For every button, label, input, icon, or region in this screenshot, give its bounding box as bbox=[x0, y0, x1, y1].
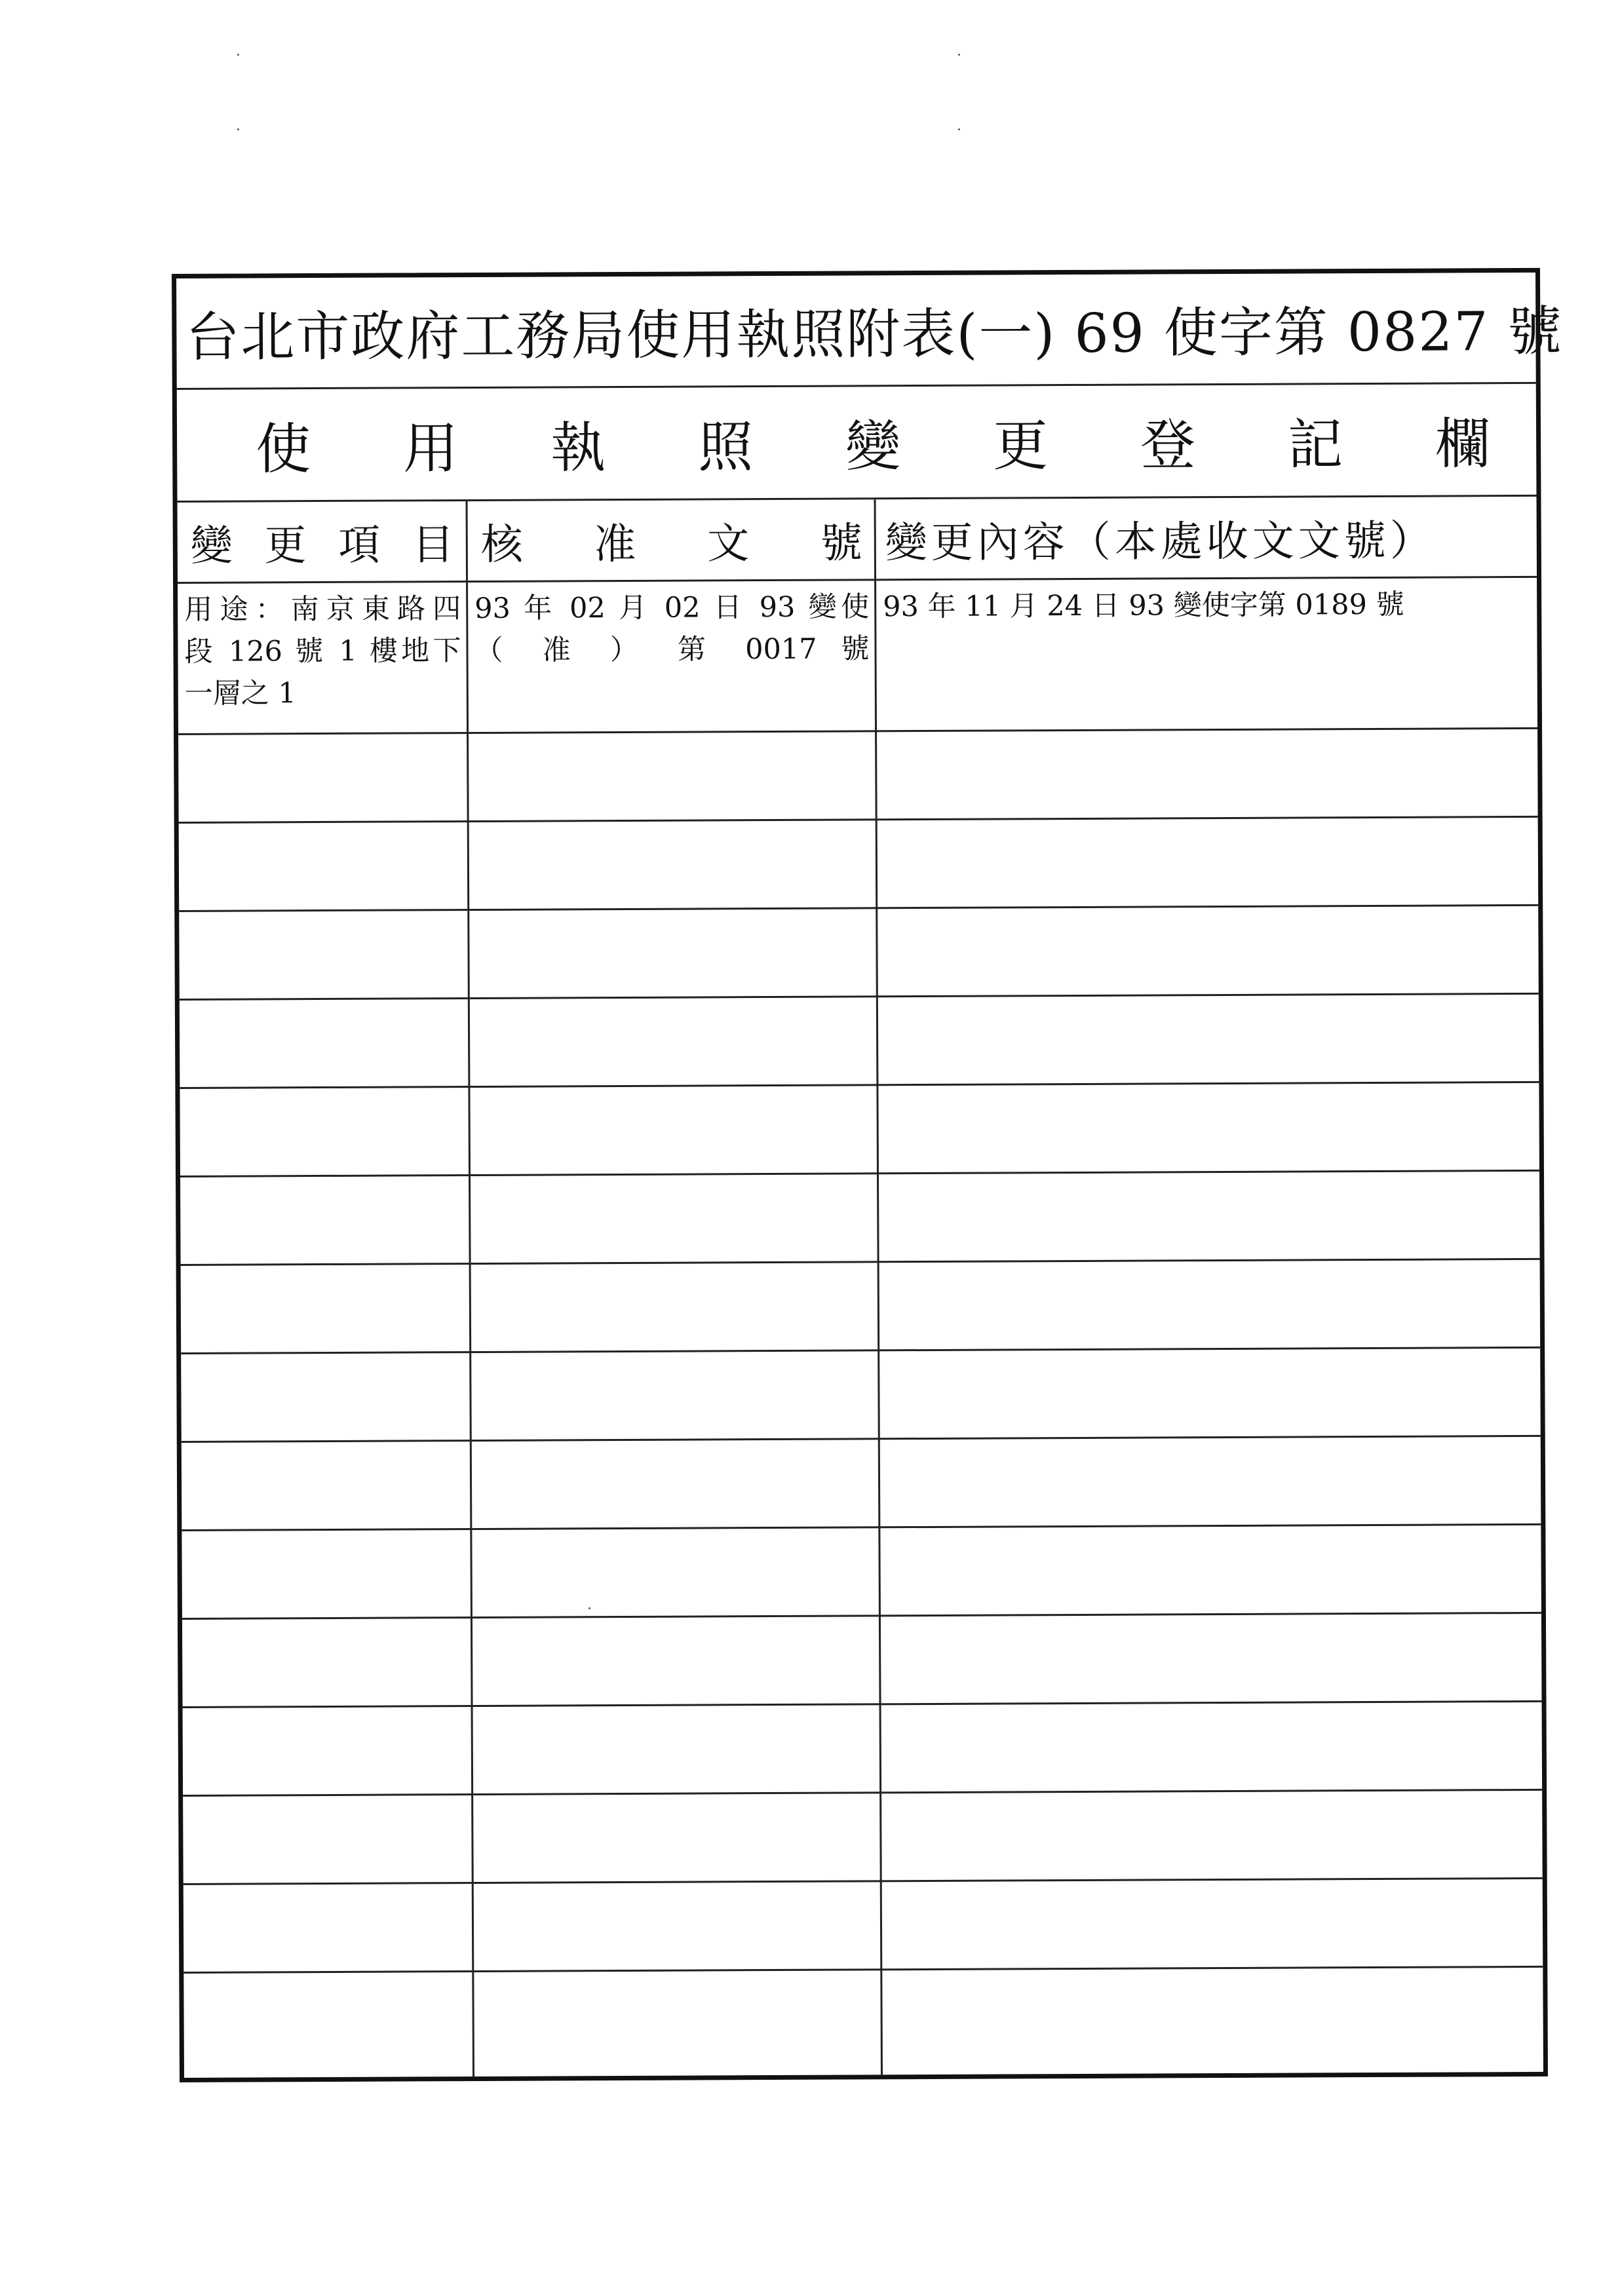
heading-char: 照 bbox=[697, 415, 754, 480]
header-char: 號 bbox=[820, 518, 862, 568]
row-line bbox=[183, 1877, 1543, 1885]
row-line bbox=[182, 1612, 1541, 1620]
scan-speck bbox=[237, 54, 239, 56]
row-line bbox=[183, 1700, 1542, 1708]
column-divider bbox=[466, 501, 474, 2076]
cell-line: 段 126 號 1 樓地下 bbox=[184, 634, 461, 668]
row-line bbox=[183, 1966, 1543, 1974]
cell-line: 用途：南京東路四 bbox=[184, 592, 461, 626]
form-title: 台北市政府工務局使用執照附表(一) 69 使字第 0827 號 bbox=[185, 300, 1563, 369]
cell-line: 一層之 1 bbox=[184, 677, 296, 710]
cell-line: 93 年 02 月 02 日 93 變使 bbox=[474, 590, 870, 625]
header-approval-number bbox=[468, 499, 875, 583]
heading-char: 變 bbox=[845, 414, 901, 479]
cell-change-content bbox=[876, 578, 1537, 628]
header-char: 核 bbox=[480, 520, 523, 569]
column-divider bbox=[874, 499, 883, 2075]
scan-speck bbox=[237, 128, 239, 130]
title-row bbox=[176, 273, 1563, 390]
row-line bbox=[178, 727, 1537, 735]
cell-change-item bbox=[178, 583, 467, 715]
license-appendix-form bbox=[172, 268, 1563, 2082]
heading-char: 使 bbox=[255, 417, 311, 482]
header-char: 更 bbox=[264, 521, 307, 570]
header-change-item bbox=[178, 501, 467, 584]
row-line bbox=[180, 993, 1539, 1001]
header-text: 變更內容（本處收文文號） bbox=[885, 516, 1436, 567]
row-line bbox=[182, 1523, 1541, 1531]
cell-line: （ 准 ） 第 0017 號 bbox=[474, 632, 870, 667]
heading-char: 欄 bbox=[1435, 411, 1491, 476]
row-line bbox=[181, 1347, 1540, 1354]
cell-line: 93 年 11 月 24 日 93 變使字第 0189 號 bbox=[883, 588, 1404, 624]
row-line bbox=[179, 816, 1538, 824]
row-line bbox=[181, 1258, 1540, 1266]
header-char: 文 bbox=[706, 519, 750, 568]
scan-speck bbox=[958, 128, 960, 130]
row-line bbox=[180, 1081, 1539, 1089]
row-line bbox=[180, 1170, 1539, 1177]
heading-char: 更 bbox=[992, 413, 1049, 478]
row-line bbox=[182, 1435, 1541, 1443]
cell-approval-number bbox=[468, 581, 875, 672]
header-change-content bbox=[876, 497, 1537, 581]
heading-char: 登 bbox=[1140, 413, 1196, 478]
header-char: 項 bbox=[338, 521, 381, 570]
heading-char: 記 bbox=[1287, 412, 1343, 477]
header-char: 變 bbox=[190, 522, 233, 571]
row-line bbox=[179, 904, 1538, 912]
scan-speck bbox=[958, 54, 960, 56]
header-char: 准 bbox=[594, 520, 636, 569]
header-char: 目 bbox=[412, 520, 454, 569]
section-heading bbox=[177, 384, 1537, 503]
heading-char: 執 bbox=[550, 415, 606, 480]
change-register-table bbox=[178, 497, 1543, 2078]
heading-char: 用 bbox=[402, 416, 459, 481]
row-line bbox=[183, 1789, 1542, 1797]
